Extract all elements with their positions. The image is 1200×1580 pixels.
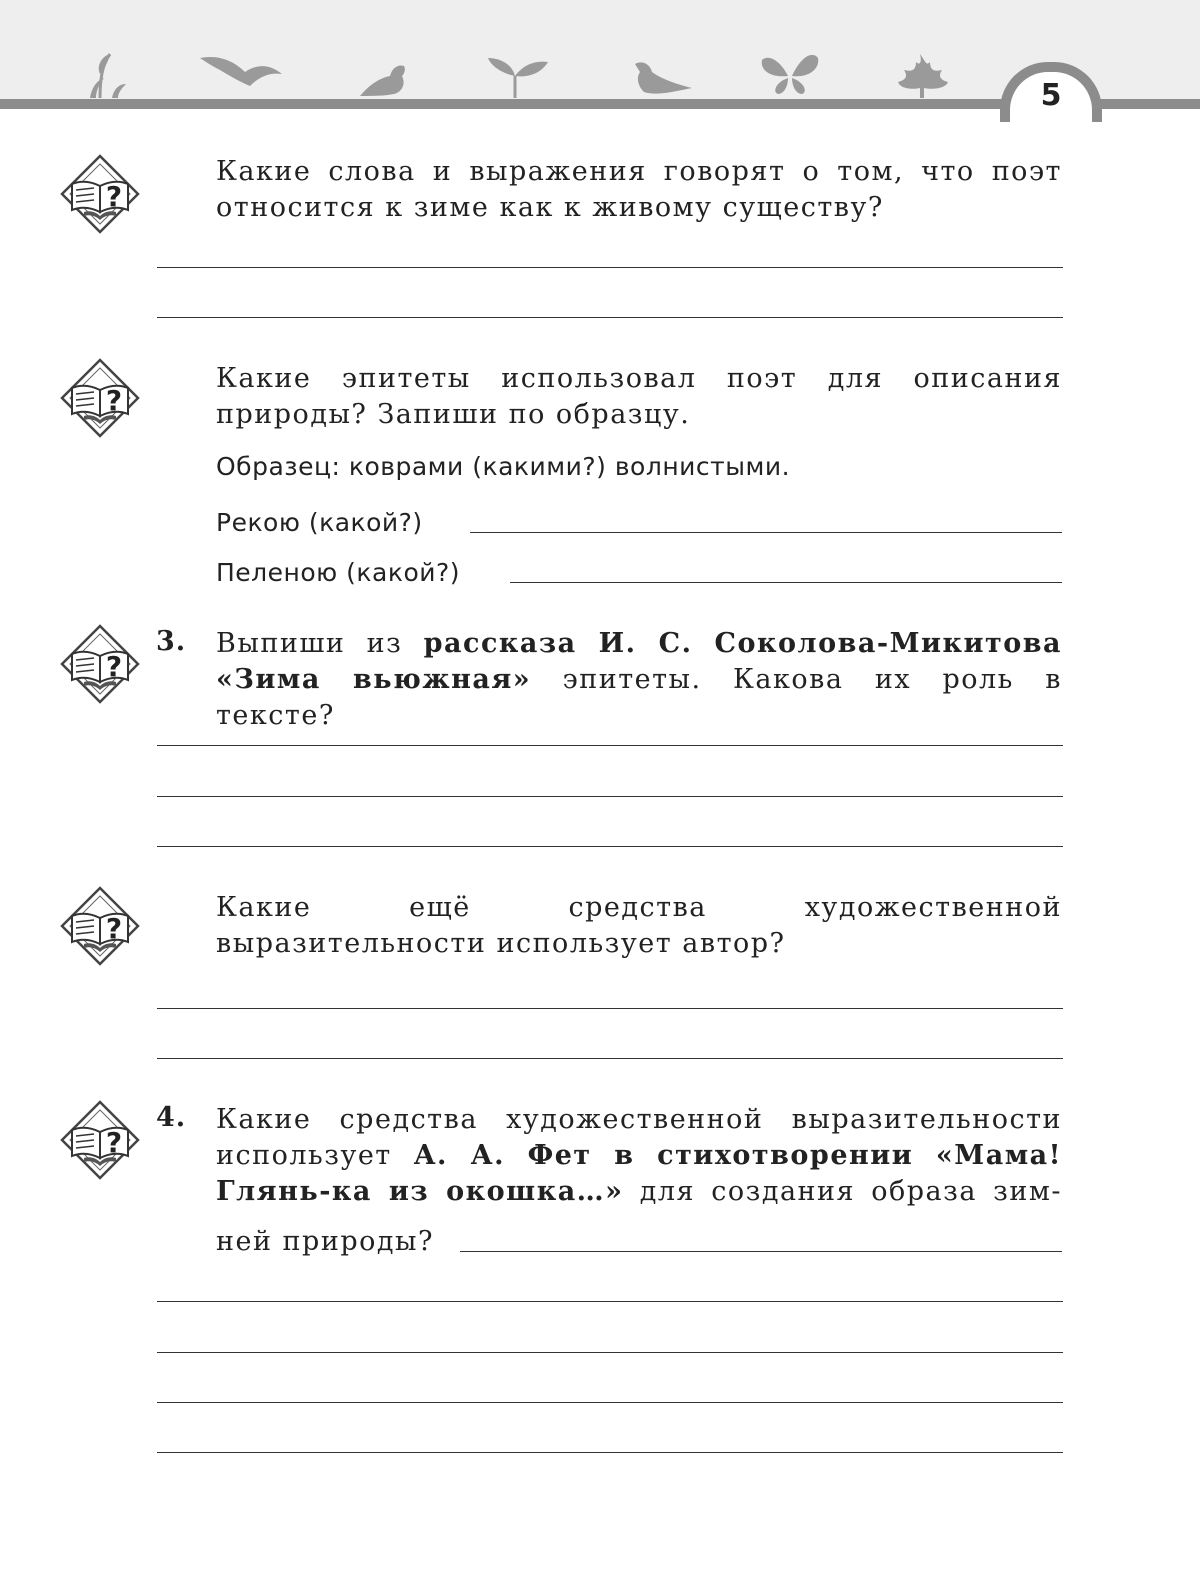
task-2-question: Какие эпитеты использовал поэт для описания природы? Запиши по образцу. — [216, 363, 1062, 430]
answer-line[interactable] — [510, 582, 1062, 583]
butterfly-icon — [762, 55, 819, 94]
task-1-question: Какие слова и выражения говорят о том, что поэт относится к зиме как к живому существу? — [216, 156, 1062, 223]
answer-line[interactable] — [157, 1402, 1063, 1403]
answer-line[interactable] — [157, 1352, 1063, 1353]
answer-line[interactable] — [157, 267, 1063, 268]
answer-line[interactable] — [157, 317, 1063, 318]
task-3-question — [216, 626, 1062, 734]
header-decoration — [60, 40, 960, 100]
question-text: Какие средства художественной выразительности использует — [216, 1104, 1062, 1171]
page-number: 5 — [1040, 78, 1062, 113]
maple-leaf-icon — [898, 54, 948, 98]
snowdrop-icon — [90, 54, 126, 98]
songbird-icon — [635, 62, 692, 93]
prompt-veil: Пеленою (какой?) — [216, 558, 461, 587]
book-question-icon — [60, 358, 140, 438]
answer-line[interactable] — [157, 1058, 1063, 1059]
book-question-icon — [60, 886, 140, 966]
answer-line[interactable] — [470, 532, 1062, 533]
answer-line[interactable] — [157, 846, 1063, 847]
answer-line[interactable] — [157, 796, 1063, 797]
answer-line[interactable] — [157, 1301, 1063, 1302]
answer-line[interactable] — [157, 745, 1063, 746]
book-question-icon — [60, 624, 140, 704]
book-question-icon — [60, 1100, 140, 1180]
book-question-icon — [60, 154, 140, 234]
question-text: Выпиши из — [216, 628, 424, 659]
work-title: рассказа И. С. Соколова-Микитова «Зима вьюжная» — [216, 628, 1062, 695]
answer-line[interactable] — [157, 1452, 1063, 1453]
question-text: для создания образа зим- — [623, 1176, 1062, 1207]
flying-bird-icon — [200, 57, 282, 86]
sample-text: Образец: коврами (какими?) волнистыми. — [216, 452, 791, 481]
answer-line[interactable] — [460, 1251, 1062, 1252]
question-text: эпитеты. Какова их роль в тексте? — [216, 664, 1062, 731]
sparrow-icon — [360, 65, 405, 96]
task-3b-question: Какие ещё средства художественной выразительности использует автор? — [216, 892, 1062, 959]
task-4-question — [216, 1102, 1062, 1210]
task-number: 3. — [156, 626, 187, 657]
sprout-icon — [488, 58, 548, 98]
answer-line[interactable] — [157, 1008, 1063, 1009]
prompt-river: Рекою (какой?) — [216, 508, 423, 537]
task-number: 4. — [156, 1102, 187, 1133]
question-tail: ней природы? — [216, 1226, 434, 1257]
work-title: А. А. Фет в стихотворении «Мама! Глянь-ка из окошка…» — [216, 1140, 1062, 1207]
